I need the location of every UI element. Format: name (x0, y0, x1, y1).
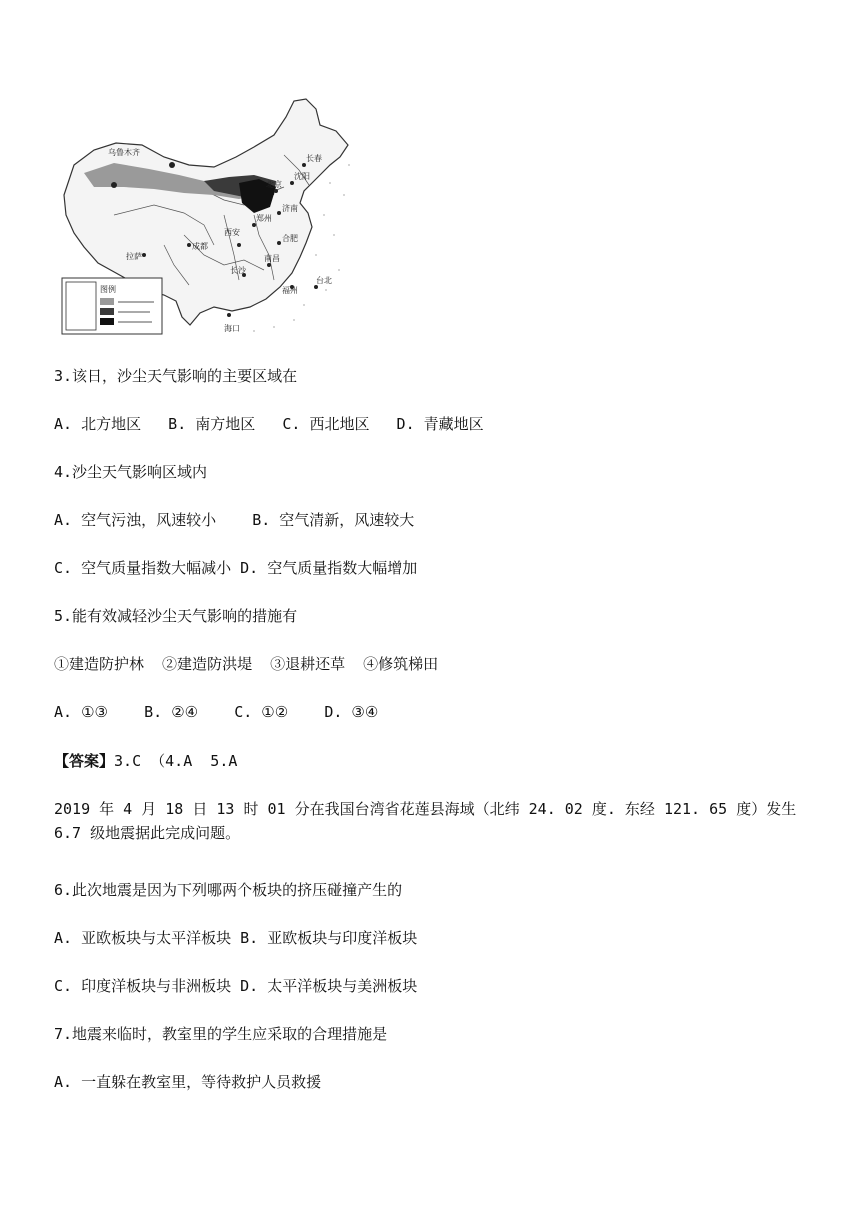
legend-title: 图例 (100, 285, 116, 294)
label-hefei: 合肥 (282, 234, 298, 243)
label-shenyang: 沈阳 (294, 172, 310, 181)
q3-options: A. 北方地区 B. 南方地区 C. 西北地区 D. 青藏地区 (54, 415, 484, 433)
q5-items: ①建造防护林 ②建造防洪堤 ③退耕还草 ④修筑梯田 (54, 655, 439, 673)
label-nanchang: 南昌 (264, 254, 280, 263)
legend-swatch-light (100, 298, 114, 305)
q4-options-row2: C. 空气质量指数大幅减小 D. 空气质量指数大幅增加 (54, 559, 418, 577)
q3-stem: 3.该日，沙尘天气影响的主要区域在 (54, 367, 298, 385)
label-lhasa: 拉萨 (126, 252, 142, 261)
label-fuzhou: 福州 (282, 286, 298, 295)
label-chengdu: 成都 (192, 242, 208, 251)
q7-stem: 7.地震来临时，教室里的学生应采取的合理措施是 (54, 1025, 388, 1043)
label-beijing: 北京 (266, 180, 282, 189)
answer-line (54, 751, 237, 771)
q6-options-row1: A. 亚欧板块与太平洋板块 B. 亚欧板块与印度洋板块 (54, 929, 418, 947)
q4-stem: 4.沙尘天气影响区域内 (54, 463, 208, 481)
legend-swatch-medium (100, 308, 114, 315)
map-legend (62, 278, 162, 334)
q6-stem: 6.此次地震是因为下列哪两个板块的挤压碰撞产生的 (54, 881, 403, 899)
label-zhengzhou: 郑州 (256, 214, 272, 223)
q7-option-a: A. 一直躲在教室里，等待救护人员救援 (54, 1073, 322, 1091)
label-urumqi: 乌鲁木齐 (108, 148, 140, 157)
earthquake-intro: 2019 年 4 月 18 日 13 时 01 分在我国台湾省花莲县海域（北纬 24. 02 度. 东经 121. 65 度）发生 6.7 级地震据此完成问题。 (54, 800, 797, 842)
label-changchun: 长春 (306, 154, 322, 163)
q5-stem: 5.能有效减轻沙尘天气影响的措施有 (54, 607, 298, 625)
label-changsha: 长沙 (230, 266, 246, 275)
legend-swatch-dark (100, 318, 114, 325)
label-haikou: 海口 (224, 324, 240, 333)
q6-options-row2: C. 印度洋板块与非洲板块 D. 太平洋板块与美洲板块 (54, 977, 418, 995)
label-taipei: 台北 (316, 276, 332, 285)
q5-options: A. ①③ B. ②④ C. ①② D. ③④ (54, 703, 379, 721)
q4-options-row1: A. 空气污浊，风速较小 B. 空气清新，风速较大 (54, 511, 415, 529)
sandstorm-map (54, 95, 356, 338)
answer-text: 3.C （4.A 5.A (114, 752, 238, 770)
answer-label: 【答案】 (54, 752, 115, 770)
label-jinan: 济南 (282, 204, 298, 213)
label-xian: 西安 (224, 228, 240, 237)
